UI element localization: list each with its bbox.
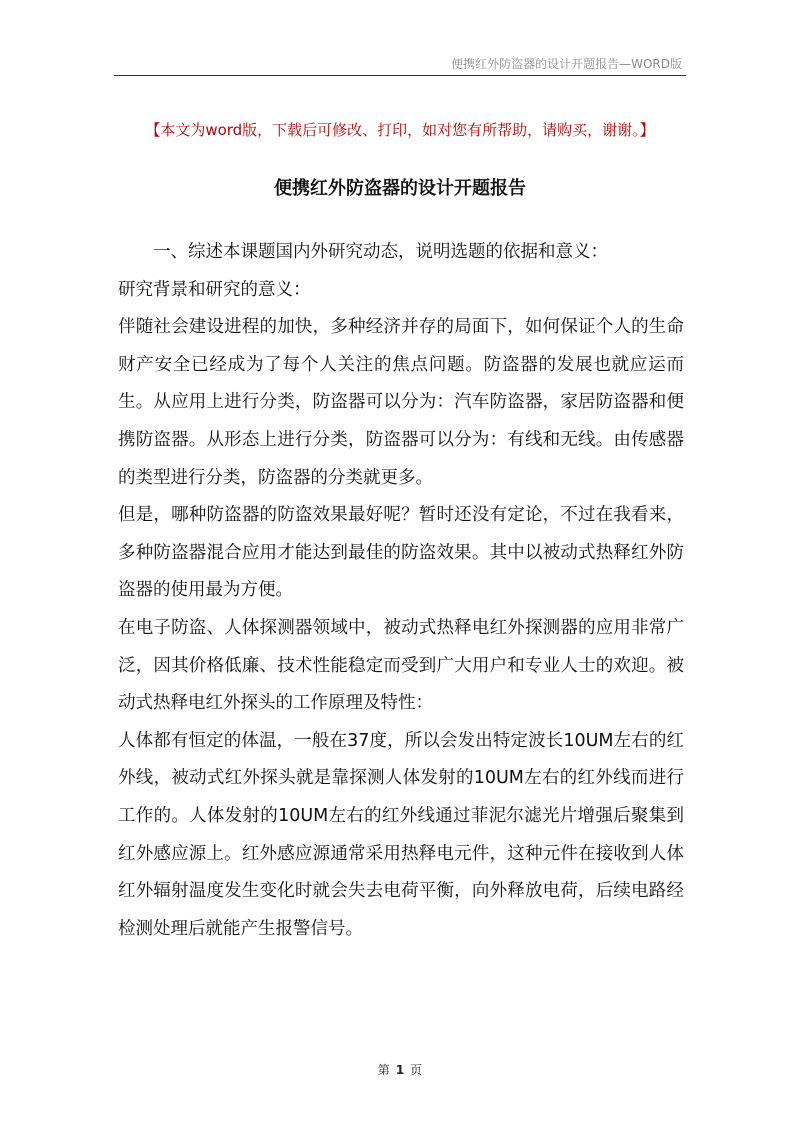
download-notice: 【本文为word版，下载后可修改、打印，如对您有所帮助，请购买，谢谢。】 [145, 121, 655, 139]
page-number: 1 [395, 1063, 405, 1077]
page-footer [0, 1061, 800, 1078]
subsection-heading: 研究背景和研究的意义： [118, 279, 311, 300]
header-divider [114, 75, 686, 76]
body-paragraph: 在电子防盗、人体探测器领域中，被动式热释电红外探测器的应用非常广泛，因其价格低廉、技术性能稳定而受到广大用户和专业人士的欢迎。被动式热释电红外探头的工作原理及特性： [118, 617, 684, 714]
body-paragraph: 伴随社会建设进程的加快，多种经济并存的局面下，如何保证个人的生命财产安全已经成为了每个人关注的焦点问题。防盗器的发展也就应运而生。从应用上进行分类，防盗器可以分为：汽车防盗器，家居防盗器和便携防盗器。从形态上进行分类，防盗器可以分为：有线和无线。由传感器的类型进行分类，防盗器的分类就更多。 [118, 317, 684, 488]
footer-prefix: 第 [377, 1063, 390, 1077]
document-body [118, 234, 684, 948]
document-title: 便携红外防盗器的设计开题报告 [274, 178, 526, 199]
footer-suffix: 页 [410, 1063, 423, 1077]
section-heading: 一、综述本课题国内外研究动态，说明选题的依据和意义： [153, 242, 608, 262]
body-paragraph: 但是，哪种防盗器的防盗效果最好呢？暂时还没有定论，不过在我看来，多种防盗器混合应用才能达到最佳的防盗效果。其中以被动式热释红外防盗器的使用最为方便。 [118, 505, 684, 601]
body-paragraph: 人体都有恒定的体温，一般在37度，所以会发出特定波长10UM左右的红外线，被动式红外探头就是靠探测人体发射的10UM左右的红外线而进行工作的。人体发射的10UM左右的红外线通过菲泥尔滤光片增强后聚集到红外感应源上。红外感应源通常采用热释电元件，这种元件在接收到人体红外辐射温度发生变化时就会失去电荷平衡，向外释放电荷，后续电路经检测处理后就能产生报警信号。 [118, 730, 684, 939]
header-running-title: 便携红外防盗器的设计开题报告—WORD版 [451, 57, 682, 71]
